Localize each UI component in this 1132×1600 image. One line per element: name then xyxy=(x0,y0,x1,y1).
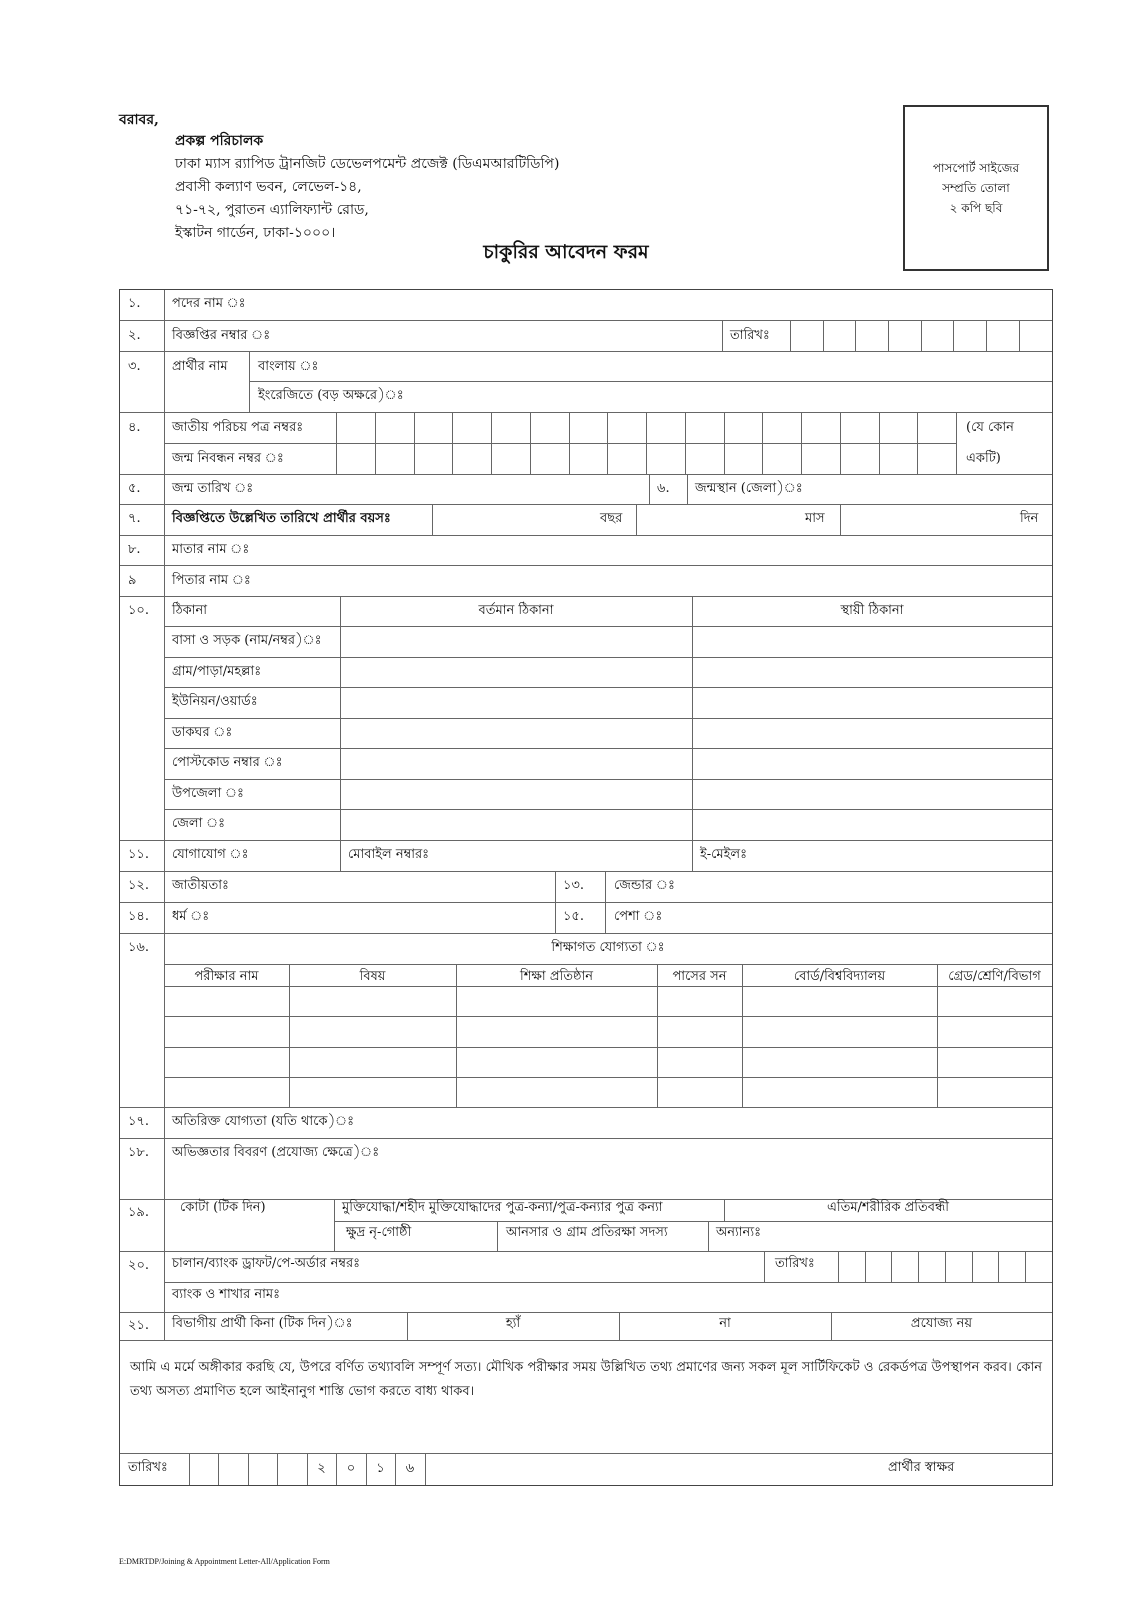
age-months-field[interactable]: মাস xyxy=(805,511,825,526)
footer-path: E:DMRTDP/Joining & Appointment Letter-All/Application Form xyxy=(119,1557,330,1566)
table-header: গ্রেড/শ্রেণি/বিভাগ xyxy=(948,969,1041,984)
quota-ethnic-option[interactable]: ক্ষুদ্র নৃ-গোষ্ঠী xyxy=(346,1225,412,1240)
row-number: ২. xyxy=(128,328,141,343)
salutation: বরাবর, xyxy=(119,112,159,128)
photo-caption: ২ কপি ছবি xyxy=(949,201,1003,215)
row-number: ৯ xyxy=(128,573,137,588)
year-digit: ১ xyxy=(376,1461,385,1476)
table-row xyxy=(164,1077,1052,1078)
row-number: ৫. xyxy=(128,481,141,496)
signature-date-label: তারিখঃ xyxy=(128,1460,168,1475)
row-divider xyxy=(120,1340,1052,1341)
religion-label: ধর্ম ঃ xyxy=(172,909,210,924)
any-one-note: (যে কোন xyxy=(966,420,1014,435)
row-number: ৬. xyxy=(657,481,670,496)
circular-date-label: তারিখঃ xyxy=(730,328,770,343)
row-divider xyxy=(120,871,1052,872)
row-number: ১১. xyxy=(128,847,150,862)
address-field-label: জেলা ঃ xyxy=(172,816,226,831)
present-address-header: বর্তমান ঠিকানা xyxy=(478,603,554,618)
nationality-label: জাতীয়তাঃ xyxy=(172,878,229,893)
email-field[interactable]: ই-মেইলঃ xyxy=(700,847,748,862)
table-header: বিষয় xyxy=(359,969,386,984)
address-field-label: বাসা ও সড়ক (নাম/নম্বর)ঃ xyxy=(172,633,322,648)
row-number: ২১. xyxy=(128,1318,150,1333)
address-field-label: পোস্টকোড নম্বার ঃ xyxy=(172,755,283,770)
nid-digit-boxes[interactable] xyxy=(336,412,956,474)
row-divider xyxy=(120,351,1052,352)
father-name-label: পিতার নাম ঃ xyxy=(172,573,251,588)
addressee-line: ইস্কাটন গার্ডেন, ঢাকা-১০০০। xyxy=(175,225,336,241)
table-row xyxy=(164,1047,1052,1048)
year-digit: ৬ xyxy=(405,1461,415,1476)
year-digit: ২ xyxy=(317,1461,326,1476)
table-row xyxy=(164,1016,1052,1017)
addressee-block xyxy=(175,130,559,245)
nid-label: জাতীয় পরিচয় পত্র নম্বরঃ xyxy=(172,420,304,435)
row-number: ১. xyxy=(128,296,141,311)
departmental-candidate-label: বিভাগীয় প্রার্থী কিনা (টিক দিন)ঃ xyxy=(172,1316,353,1331)
education-table[interactable] xyxy=(164,964,1052,1107)
age-years-field[interactable]: বছর xyxy=(600,511,623,526)
address-field-label: উপজেলা ঃ xyxy=(172,786,244,801)
name-bangla-field[interactable]: বাংলায় ঃ xyxy=(258,359,319,374)
row-number: ৩. xyxy=(128,359,141,374)
row-divider xyxy=(120,902,1052,903)
challan-date-boxes[interactable] xyxy=(838,1251,1052,1282)
post-name-label: পদের নাম ঃ xyxy=(172,296,246,311)
education-title: শিক্ষাগত যোগ্যতা ঃ xyxy=(551,940,665,955)
birth-registration-label: জন্ম নিবন্ধন নম্বর ঃ xyxy=(172,451,284,466)
contact-label: যোগাযোগ ঃ xyxy=(172,847,249,862)
number-column-divider xyxy=(164,290,165,1340)
addressee-line: প্রবাসী কল্যাণ ভবন, লেভেল-১৪, xyxy=(175,179,362,195)
table-header: বোর্ড/বিশ্ববিদ্যালয় xyxy=(793,969,886,984)
quota-freedom-fighter-option[interactable]: মুক্তিযোদ্ধা/শহীদ মুক্তিযোদ্ধাদের পুত্র-কন্যা/পুত্র-কন্যার পুত্র কন্যা xyxy=(342,1200,663,1215)
address-field-label: গ্রাম/পাড়া/মহল্লাঃ xyxy=(172,664,262,679)
age-days-field[interactable]: দিন xyxy=(1020,511,1039,526)
form-title: চাকুরির আবেদন ফরম xyxy=(483,241,649,263)
row-number: ১৪. xyxy=(128,909,150,924)
photo-caption: সম্প্রতি তোলা xyxy=(942,181,1010,195)
row-number: ১৩. xyxy=(563,878,585,893)
table-header: শিক্ষা প্রতিষ্ঠান xyxy=(519,969,594,984)
age-label: বিজ্ঞপ্তিতে উল্লেখিত তারিখে প্রার্থীর বয়সঃ xyxy=(172,511,391,526)
addressee-line: ৭১-৭২, পুরাতন এ্যালিফ্যান্ট রোড, xyxy=(175,202,369,218)
occupation-label: পেশা ঃ xyxy=(614,909,663,924)
row-number: ১২. xyxy=(128,878,150,893)
option-not-applicable[interactable]: প্রযোজ্য নয় xyxy=(910,1316,973,1331)
address-field-label: ইউনিয়ন/ওয়ার্ডঃ xyxy=(172,694,258,709)
address-label: ঠিকানা xyxy=(172,603,208,618)
challan-date-label: তারিখঃ xyxy=(775,1256,815,1271)
applicant-signature-label: প্রার্থীর স্বাক্ষর xyxy=(888,1460,955,1475)
row-number: ৪. xyxy=(128,420,141,435)
additional-qualification-label: অতিরিক্ত যোগ্যতা (যতি থাকে)ঃ xyxy=(172,1114,355,1129)
row-divider xyxy=(120,840,1052,841)
row-divider xyxy=(120,474,1052,475)
cell-divider xyxy=(722,320,723,351)
addressee-line: ঢাকা ম্যাস র‍্যাপিড ট্রানজিট ডেভেলপমেন্ট প্রজেক্ট (ডিএমআরটিডিপি) xyxy=(175,156,560,172)
row-number: ১০. xyxy=(128,603,150,618)
row-number: ২০. xyxy=(128,1258,150,1273)
row-divider xyxy=(120,535,1052,536)
declaration-text: আমি এ মর্মে অঙ্গীকার করছি যে, উপরে বর্ণিত তথ্যাবলি সম্পূর্ণ সত্য। মৌখিক পরীক্ষার সময় উল্লিখিত তথ্য প্রমাণের জন্য সকল মূল সার্টিফিকেট ও রেকর্ডপত্র উপস্থাপন করব। কোন তথ্য অসত্য প্রমাণিত হলে আইনানুগ শাস্তি ভোগ করতে বাধ্য থাকব। xyxy=(130,1360,1042,1399)
bank-branch-label: ব্যাংক ও শাখার নামঃ xyxy=(172,1287,281,1302)
quota-ansar-option[interactable]: আনসার ও গ্রাম প্রতিরক্ষা সদস্য xyxy=(506,1225,668,1240)
table-header: পরীক্ষার নাম xyxy=(194,969,259,984)
row-number: ১৯. xyxy=(128,1205,150,1220)
circular-date-boxes[interactable] xyxy=(790,320,1052,351)
row-number: ১৫. xyxy=(563,909,585,924)
row-number: ১৬. xyxy=(128,940,150,955)
birth-date-label: জন্ম তারিখ ঃ xyxy=(172,481,254,496)
mobile-field[interactable]: মোবাইল নম্বারঃ xyxy=(348,847,430,862)
birth-district-label: জন্মস্থান (জেলা)ঃ xyxy=(695,481,803,496)
name-english-field[interactable]: ইংরেজিতে (বড় অক্ষরে)ঃ xyxy=(258,388,404,403)
quota-other-option[interactable]: অন্যান্যঃ xyxy=(716,1225,762,1240)
address-field-label: ডাকঘর ঃ xyxy=(172,725,233,740)
option-yes[interactable]: হ্যাঁ xyxy=(505,1316,521,1331)
year-digit: ০ xyxy=(346,1461,356,1476)
mother-name-label: মাতার নাম ঃ xyxy=(172,542,250,557)
row-divider xyxy=(120,565,1052,566)
experience-label: অভিজ্ঞতার বিবরণ (প্রযোজ্য ক্ষেত্রে)ঃ xyxy=(172,1145,380,1160)
quota-label: কোটা (টিক দিন) xyxy=(180,1200,266,1215)
row-number: ১৮. xyxy=(128,1145,150,1160)
quota-orphan-disabled-option[interactable]: এতিম/শরীরিক প্রতিবন্ধী xyxy=(826,1200,950,1215)
signature-date-boxes[interactable] xyxy=(189,1453,425,1485)
challan-number-label: চালান/ব্যাংক ড্রাফট/পে-অর্ডার নম্বরঃ xyxy=(172,1256,361,1271)
photo-caption: পাসপোর্ট সাইজের xyxy=(932,161,1020,175)
circular-number-label: বিজ্ঞপ্তির নম্বার ঃ xyxy=(172,328,271,343)
permanent-address-header: স্থায়ী ঠিকানা xyxy=(840,603,904,618)
any-one-note: একটি) xyxy=(966,451,1001,466)
table-header: পাসের সন xyxy=(672,969,727,984)
application-form xyxy=(119,289,1053,1486)
addressee-title: প্রকল্প পরিচালক xyxy=(175,133,264,149)
table-row xyxy=(164,986,1052,987)
option-no[interactable]: না xyxy=(719,1316,731,1331)
gender-label: জেন্ডার ঃ xyxy=(614,878,675,893)
row-number: ৮. xyxy=(128,542,141,557)
row-number: ১৭. xyxy=(128,1114,150,1129)
row-number: ৭. xyxy=(128,511,141,526)
applicant-name-label: প্রার্থীর নাম xyxy=(172,359,228,374)
